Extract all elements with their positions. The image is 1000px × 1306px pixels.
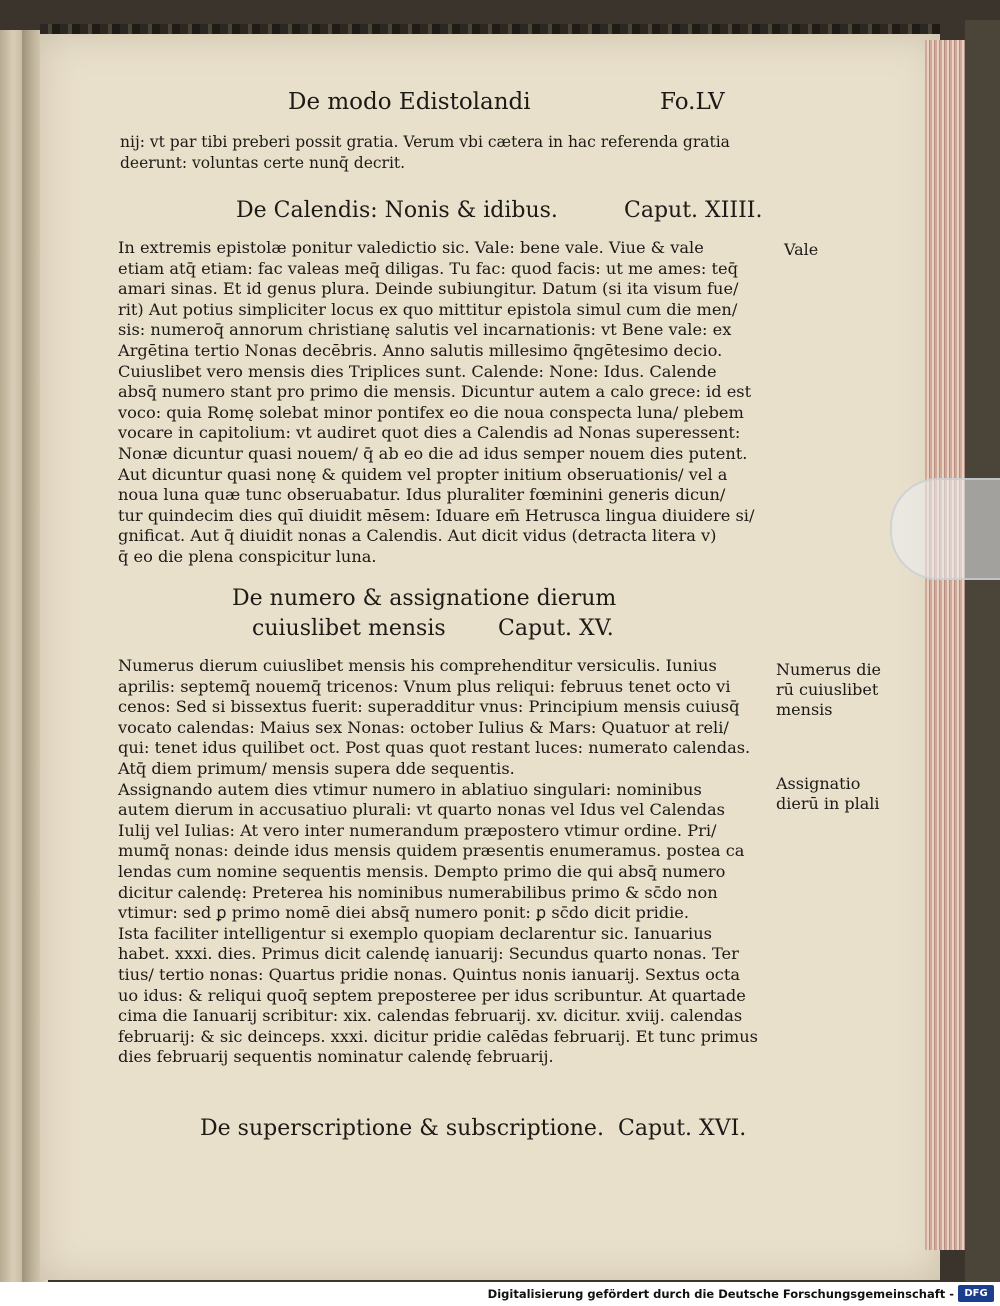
text-line: sis: numeroq̄ annorum christianę salutis vel incarnationis: vt Bene vale: ex <box>118 320 732 340</box>
chapter-title: De superscriptione & subscriptione. <box>200 1116 604 1141</box>
chapter-number: Caput. XIIII. <box>624 198 763 223</box>
text-line: Cuiuslibet vero mensis dies Triplices sunt. Calende: None: Idus. Calende <box>118 361 717 381</box>
chapter-title-line2: cuiuslibet mensis <box>252 616 446 641</box>
text-line: vtimur: sed ꝑ primo nomē diei absq̄ numero ponit: ꝑ sc̄do dicit pridie. <box>118 903 690 923</box>
running-head <box>288 89 768 115</box>
chapter-title: De numero & assignatione dierum <box>232 586 617 611</box>
text-line: cenos: Sed si bissextus fuerit: superadditur vnus: Principium mensis cuiusq̄ <box>118 697 740 717</box>
text-line: etiam atq̄ etiam: fac valeas meq̄ diligas. Tu fac: quod facis: ut me ames: teq̄ <box>118 258 738 278</box>
chapter-heading <box>232 586 616 611</box>
text-line: qui: tenet idus quilibet oct. Post quas quot restant luces: numerato calendas. <box>118 738 751 758</box>
text-line: tur quindecim dies quī diuidit mēsem: Iduare em̄ Hetrusca lingua diuidere si/ <box>118 505 755 525</box>
chapter-heading <box>236 198 763 223</box>
text-line: autem dierum in accusatiuo plurali: vt quarto nonas vel Idus vel Calendas <box>118 800 725 820</box>
text-line: dicitur calendę: Preterea his nominibus numerabilibus primo & sc̄do non <box>118 882 718 902</box>
intro-text <box>120 132 790 174</box>
text-line: Assignando autem dies vtimur numero in ablatiuo singulari: nominibus <box>118 779 702 799</box>
left-page-edge <box>0 30 22 1282</box>
text-line: gnificat. Aut q̄ diuidit nonas a Calendis. Aut dicit vidus (detracta litera v) <box>118 526 717 546</box>
page-clip <box>890 478 1000 580</box>
text-line: nij: vt par tibi preberi possit gratia. Verum vbi cætera in hac referenda gratia <box>120 133 730 151</box>
text-line: voco: quia Romę solebat minor pontifex eo die noua conspecta luna/ plebem <box>118 402 744 422</box>
chapter-number: Caput. XV. <box>498 616 614 641</box>
chapter-body <box>118 656 768 1068</box>
text-line: habet. xxxi. dies. Primus dicit calendę ianuarij: Secundus quarto nonas. Ter <box>118 944 739 964</box>
chapter-title: De Calendis: Nonis & idibus. <box>236 198 558 223</box>
running-head-title: De modo Edistolandi <box>288 89 531 115</box>
text-line: q̄ eo die plena conspicitur luna. <box>118 546 377 566</box>
text-line: Atq̄ diem primum/ mensis supera dde sequentis. <box>118 758 515 778</box>
text-line: vocare in capitolium: vt audiret quot dies a Calendis ad Nonas superessent: <box>118 423 741 443</box>
text-line: Numerus dierum cuiuslibet mensis his comprehenditur versiculis. Iunius <box>118 656 717 675</box>
footer-bar <box>0 1282 1000 1306</box>
text-line: lendas cum nomine sequentis mensis. Dempto primo die qui absq̄ numero <box>118 861 726 881</box>
text-line: Argētina tertio Nonas decēbris. Anno salutis millesimo q̄ngētesimo decio. <box>118 340 723 360</box>
text-line: In extremis epistolæ ponitur valedictio sic. Vale: bene vale. Viue & vale <box>118 238 704 257</box>
text-line: aprilis: septemq̄ nouemq̄ tricenos: Vnum plus reliqui: februus tenet octo vi <box>118 676 731 696</box>
margin-note: Assignatio dierū in plali <box>776 774 880 813</box>
chapter-heading-line2 <box>252 616 614 641</box>
text-line: februarij: & sic deinceps. xxxi. dicitur pridie calēdas februarij. Et tunc primus <box>118 1026 758 1046</box>
text-line: uo idus: & reliqui quoq̄ septem preposteree per idus scribuntur. At quartade <box>118 985 746 1005</box>
text-line: Iulij vel Iulias: At vero inter numerandum præpostero vtimur ordine. Pri/ <box>118 820 717 840</box>
funding-credit: Digitalisierung gefördert durch die Deutsche Forschungsgemeinschaft - <box>487 1287 954 1301</box>
book-cover <box>965 20 1000 1282</box>
margin-note: Vale <box>784 240 819 259</box>
text-line: mumq̄ nonas: deinde idus mensis quidem præsentis enumeramus. postea ca <box>118 841 745 861</box>
text-line: amari sinas. Et id genus plura. Deinde subiungitur. Datum (si ita visum fue/ <box>118 279 739 299</box>
text-line: noua luna quæ tunc obseruabatur. Idus pluraliter fœminini generis dicun/ <box>118 485 726 505</box>
text-line: absq̄ numero stant pro primo die mensis. Dicuntur autem a calo grece: id est <box>118 382 752 402</box>
chapter-body <box>118 238 768 568</box>
text-line: Nonæ dicuntur quasi nouem/ q̄ ab eo die ad idus semper nouem dies putent. <box>118 443 748 463</box>
text-line: cima die Ianuarij scribitur: xix. calendas februarij. xv. dicitur. xviij. calendas <box>118 1006 743 1026</box>
text-line: Ista faciliter intelligentur si exemplo quopiam declarentur sic. Ianuarius <box>118 923 712 943</box>
text-line: tius/ tertio nonas: Quartus pridie nonas. Quintus nonis ianuarij. Sextus octa <box>118 964 741 984</box>
chapter-heading <box>200 1116 747 1141</box>
folio-number: Fo.LV <box>660 89 725 115</box>
chapter-number: Caput. XVI. <box>618 1116 747 1141</box>
dfg-logo: DFG <box>958 1285 994 1302</box>
text-line: vocato calendas: Maius sex Nonas: october Iulius & Mars: Quatuor at reli/ <box>118 717 729 737</box>
text-line: dies februarij sequentis nominatur calendę februarij. <box>118 1047 554 1067</box>
text-line: deerunt: voluntas certe nunq̄ decrit. <box>120 154 406 172</box>
text-line: rit) Aut potius simpliciter locus ex quo mittitur epistola simul cum die men/ <box>118 299 738 319</box>
page-stack-edges <box>925 40 970 1250</box>
text-line: Aut dicuntur quasi nonę & quidem vel propter initium obseruationis/ vel a <box>118 464 728 484</box>
margin-note: Numerus die rū cuiuslibet mensis <box>776 660 882 719</box>
